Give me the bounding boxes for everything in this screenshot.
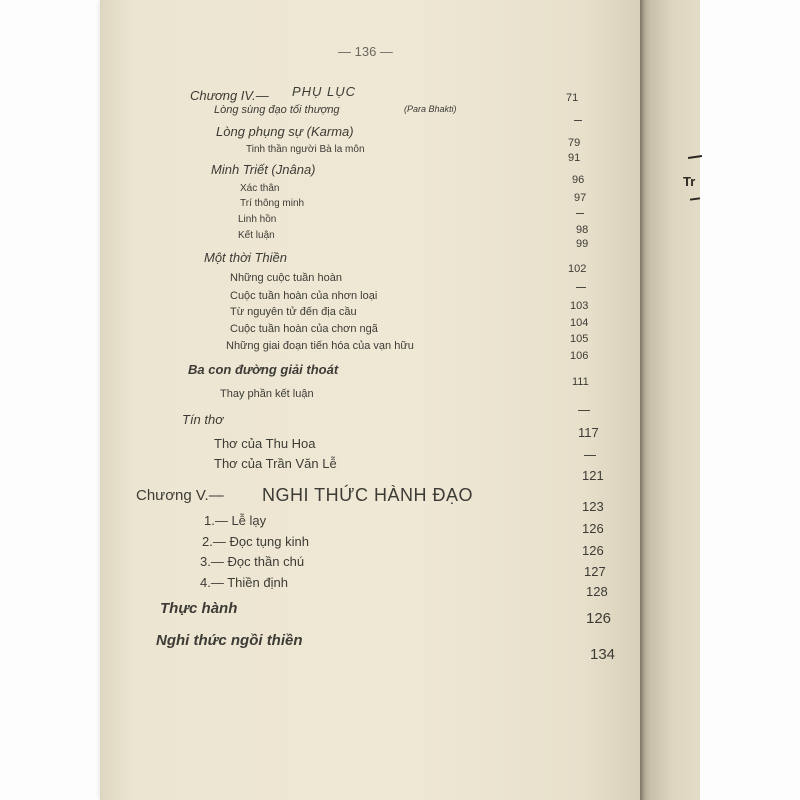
- toc-entry-nhung-cuoc: Những cuộc tuần hoàn: [230, 272, 342, 284]
- toc-dash: [576, 287, 586, 288]
- page-ref-96: 96: [572, 174, 585, 186]
- adjacent-page-text: Tr: [683, 174, 696, 189]
- page-ref-71: 71: [566, 92, 579, 104]
- page-gutter: [640, 0, 652, 800]
- page-ref-97: 97: [574, 192, 587, 204]
- page-ref-111: 111: [572, 376, 589, 388]
- toc-entry-nghi-thuc-ngoi-thien: Nghi thức ngồi thiền: [156, 632, 303, 649]
- page-ref-126a: 126: [582, 521, 604, 536]
- chapter-5-title: NGHI THỨC HÀNH ĐẠO: [262, 485, 474, 505]
- toc-entry-doc-tung-kinh: 2.— Đọc tụng kinh: [202, 534, 309, 549]
- toc-dash: [578, 410, 590, 411]
- toc-entry-long-sung-dao: Lòng sùng đạo tối thượng: [214, 104, 340, 116]
- page-ref-104: 104: [570, 317, 589, 329]
- chapter-5-label: Chương V.—: [136, 487, 224, 504]
- adjacent-page: [652, 0, 700, 800]
- toc-entry-tri-thong-minh: Trí thông minh: [240, 198, 305, 209]
- toc-entry-giai-doan: Những giai đoạn tiến hóa của vạn hữu: [226, 340, 414, 352]
- toc-entry-tin-tho: Tín thơ: [182, 412, 224, 427]
- toc-entry-tran-van-le: Thơ của Trần Văn Lễ: [214, 456, 337, 471]
- toc-entry-thay-phan: Thay phần kết luận: [220, 388, 314, 400]
- page-ref-117: 117: [578, 425, 599, 440]
- page-number-header: — 136 —: [338, 44, 393, 59]
- toc-dash: [584, 455, 596, 456]
- toc-entry-le-lay: 1.— Lễ lạy: [204, 513, 267, 528]
- page-ref-103: 103: [570, 300, 589, 312]
- page-ref-106: 106: [570, 350, 589, 362]
- toc-entry-doc-than-chu: 3.— Đọc thần chú: [200, 554, 305, 569]
- page-ref-98: 98: [576, 224, 589, 236]
- page-ref-121: 121: [582, 468, 604, 483]
- toc-entry-nhon-loai: Cuộc tuần hoàn của nhơn loại: [230, 290, 378, 302]
- toc-entry-thien-dinh: 4.— Thiền định: [200, 575, 288, 590]
- toc-entry-ket-luan: Kết luận: [238, 230, 275, 241]
- toc-dash: [574, 120, 582, 121]
- page-ref-127: 127: [584, 564, 606, 579]
- toc-dash: [576, 213, 584, 214]
- toc-entry-thu-hoa: Thơ của Thu Hoa: [214, 436, 316, 451]
- toc-entry-mot-thoi-thien: Một thời Thiền: [204, 250, 288, 265]
- toc-entry-thuc-hanh: Thực hành: [160, 600, 238, 617]
- chapter-4-label: Chương IV.—: [190, 88, 269, 103]
- page-ref-91: 91: [568, 152, 581, 164]
- toc-entry-xac-than: Xác thân: [240, 183, 280, 194]
- page-ref-123: 123: [582, 499, 604, 514]
- toc-entry-minh-triet: Minh Triết (Jnâna): [211, 162, 316, 177]
- toc-entry-long-phung-su: Lòng phụng sự (Karma): [216, 124, 354, 139]
- page-ref-128: 128: [586, 584, 608, 599]
- toc-entry-ba-con-duong: Ba con đường giải thoát: [188, 362, 339, 377]
- toc-entry-para-bhakti: (Para Bhakti): [404, 104, 457, 114]
- book-page: [100, 0, 648, 800]
- page-ref-105: 105: [570, 333, 589, 345]
- page-ref-79: 79: [568, 137, 581, 149]
- page-ref-102: 102: [568, 263, 587, 275]
- toc-entry-tinh-than: Tinh thần người Bà la môn: [246, 144, 365, 155]
- page-ref-99: 99: [576, 238, 589, 250]
- page-ref-126b: 126: [582, 543, 604, 558]
- toc-entry-nguyen-tu: Từ nguyên tử đến địa cầu: [230, 306, 357, 318]
- toc-entry-linh-hon: Linh hồn: [238, 214, 277, 225]
- page-ref-134: 134: [590, 646, 616, 663]
- toc-entry-chon-nga: Cuộc tuần hoàn của chơn ngã: [230, 323, 378, 335]
- chapter-4-title: PHỤ LỤC: [292, 84, 357, 99]
- page-ref-126c: 126: [586, 610, 612, 627]
